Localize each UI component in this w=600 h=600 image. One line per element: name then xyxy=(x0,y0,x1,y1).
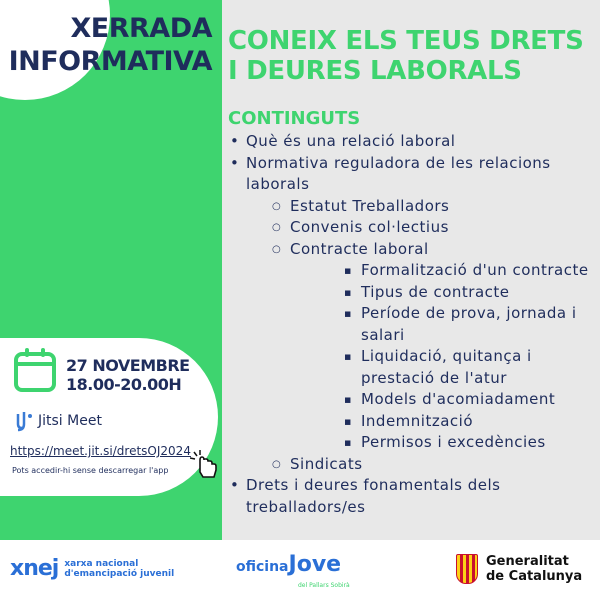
app-note: Pots accedir-hi sense descarregar l'app xyxy=(12,466,169,475)
xnej-line1: xarxa nacional xyxy=(64,558,139,569)
list-item: • Drets i deures fonamentals dels treballadors/es xyxy=(228,475,593,518)
sub-sub-list-item: ▪ Liquidació, quitança i prestació de l'atur xyxy=(290,346,593,389)
sub-list xyxy=(246,196,593,476)
contents-list xyxy=(228,131,593,518)
sub-list-item xyxy=(246,239,593,454)
event-type-line2: INFORMATIVA xyxy=(8,46,212,77)
sub-sub-list-item: ▪ Període de prova, jornada i salari xyxy=(290,303,593,346)
sub-sub-list-item: ▪ Indemnització xyxy=(290,411,593,433)
sub-list-item: ○ Estatut Treballadors xyxy=(246,196,593,218)
hand-pointer-icon xyxy=(190,450,218,480)
event-type-title xyxy=(9,12,212,78)
sub-list-item: ○ Convenis col·lectius xyxy=(246,217,593,239)
main-title xyxy=(228,26,584,86)
main-title-line1: CONEIX ELS TEUS DRETS xyxy=(228,26,584,56)
list-item: • Què és una relació laboral xyxy=(228,131,593,153)
oficina-jove-logo xyxy=(236,552,350,589)
xnej-text xyxy=(64,559,174,579)
generalitat-line1: Generalitat xyxy=(486,554,569,569)
jove-word: Jove xyxy=(288,552,342,577)
contents-heading: CONTINGUTS xyxy=(228,108,361,129)
meeting-link[interactable]: https://meet.jit.si/dretsOJ2024 xyxy=(10,444,191,458)
sub-sub-list-item: ▪ Formalització d'un contracte xyxy=(290,260,593,282)
footer xyxy=(0,540,600,600)
calendar-icon xyxy=(14,352,56,392)
xnej-line2: d'emancipació juvenil xyxy=(64,568,175,579)
oficina-subtitle: del Pallars Sobirà xyxy=(298,582,350,589)
contents-section xyxy=(228,108,593,518)
jitsi-icon xyxy=(14,410,34,432)
xnej-mark: xnej xyxy=(10,556,59,581)
jitsi-label: Jitsi Meet xyxy=(38,413,102,429)
sub-list-item-label: Contracte laboral xyxy=(290,239,429,258)
main-title-line2: I DEURES LABORALS xyxy=(228,56,522,86)
list-item-label: Normativa reguladora de les relacions laborals xyxy=(246,153,551,193)
list-item xyxy=(228,153,593,476)
event-time: 18.00-20.00H xyxy=(66,375,182,394)
generalitat-shield-icon xyxy=(456,554,478,584)
sub-sub-list-item: ▪ Permisos i excedències xyxy=(290,432,593,454)
generalitat-text xyxy=(486,554,582,584)
jitsi-meet-logo xyxy=(14,410,102,432)
xnej-logo xyxy=(10,556,174,581)
generalitat-line2: de Catalunya xyxy=(486,569,583,584)
generalitat-logo xyxy=(456,554,582,584)
sub-list-item: ○ Sindicats xyxy=(246,454,593,476)
event-type-line1: XERRADA xyxy=(70,13,212,44)
oficina-word: oficina xyxy=(236,559,289,575)
sub-sub-list xyxy=(290,260,593,454)
event-date: 27 NOVEMBRE xyxy=(66,356,190,375)
sub-sub-list-item: ▪ Models d'acomiadament xyxy=(290,389,593,411)
sub-sub-list-item: ▪ Tipus de contracte xyxy=(290,282,593,304)
